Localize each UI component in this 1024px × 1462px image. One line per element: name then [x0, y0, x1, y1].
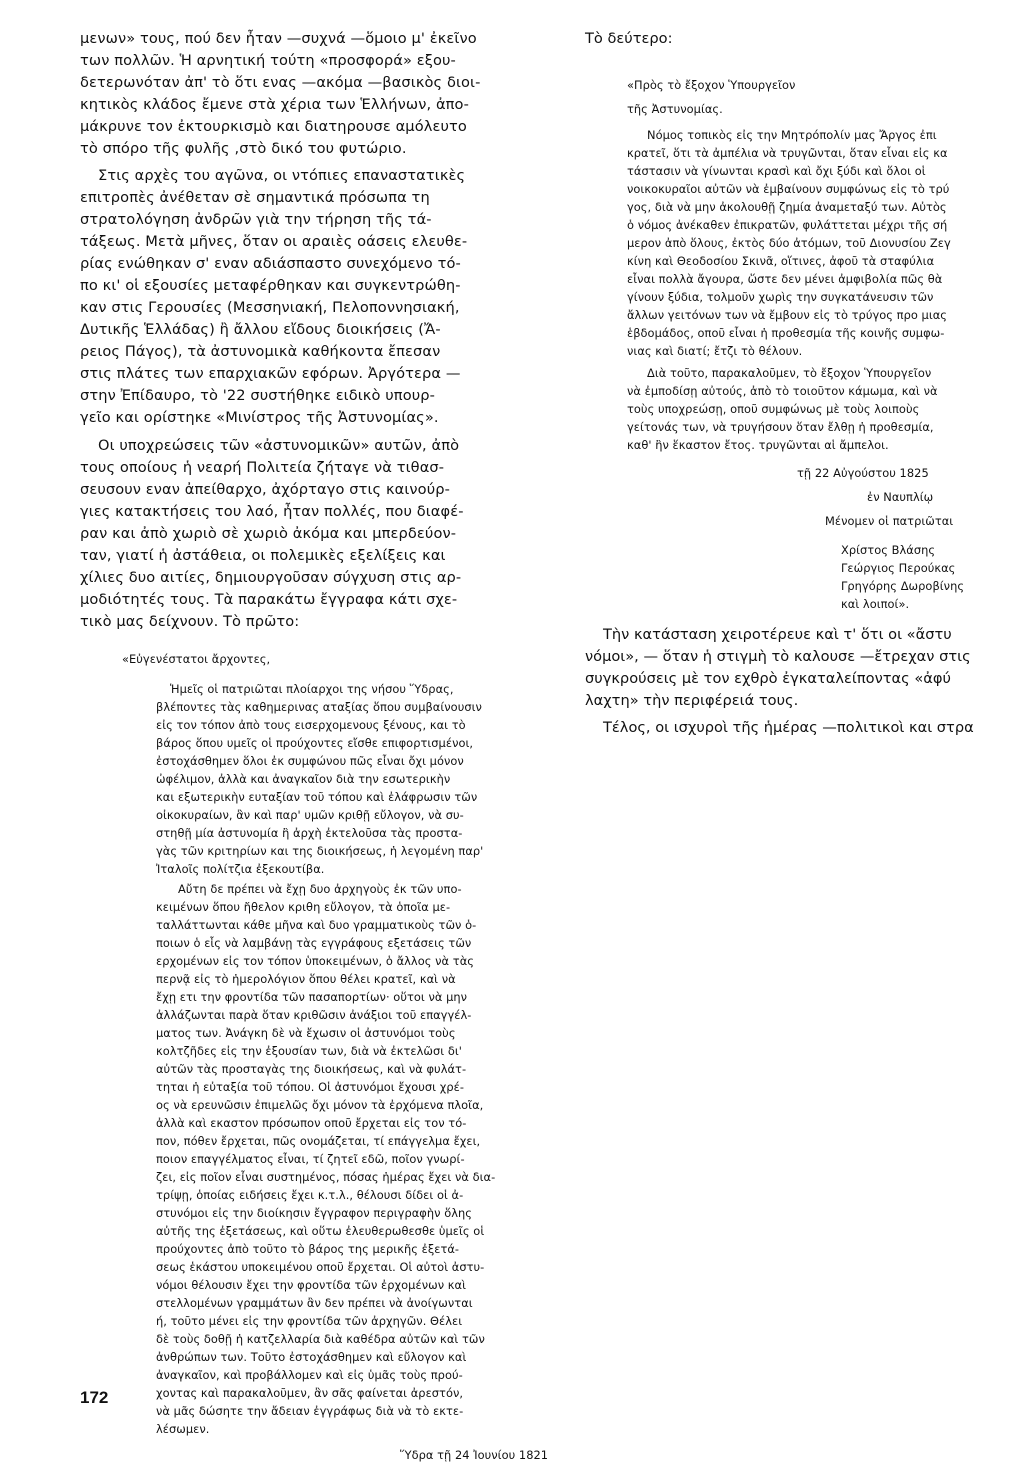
- text-line: Τὴν κατάσταση χειροτέρευε καὶ τ' ὅτι οι «ἄστυ: [603, 626, 952, 643]
- text-line: γεῖο και ορίστηκε «Μινίστρος τῆς Ἀστυνομίας».: [80, 409, 439, 426]
- text-line: Γεώργιος Περούκας: [841, 561, 956, 575]
- text-line: καν στις Γερουσίες (Μεσσηνιακή, Πελοποννησιακή,: [80, 299, 460, 316]
- text-line: ματος των. Ἀνάγκη δὲ νὰ ἔχωσιν οἱ ἀστυνόμοι τοὺς: [156, 1026, 456, 1040]
- text-line: βλέποντες τὰς καθημερινας αταξίας ὅπου συμβαίνουσιν: [156, 700, 482, 714]
- text-line: μοδιότητές τους. Τὰ παρακάτω ἔγγραφα κάτι σχε-: [80, 591, 458, 608]
- text-line: Μένομεν οἱ πατριῶται: [825, 514, 954, 528]
- text-line: τηται ἡ εὐταξία τοῦ τόπου. Οἱ ἀστυνόμοι ἔχουσι χρέ-: [156, 1080, 464, 1094]
- text-line: γιες κατακτήσεις του λαό, ἦταν πολλές, που διαφέ-: [80, 503, 464, 520]
- text-line: τοὺς υποχρεώσῃ, οποῦ συμφώνως μὲ τοὺς λοιποὺς: [627, 402, 920, 416]
- text-line: ἀλλάζωνται παρὰ ὅταν κριθῶσιν ἀνάξιοι τοῦ επαγγέλ-: [156, 1008, 472, 1022]
- text-line: πο κι' οἱ εξουσίες μεταφέρθηκαν και συγκεντρώθη-: [80, 277, 461, 294]
- text-line: ἑβδομάδος, οποῦ εἶναι ἡ προθεσμία τῆς κοινῆς συμφω-: [627, 326, 945, 340]
- text-line: ή, τοῦτο μένει εἰς την φροντίδα τῶν ἀρχηγῶν. Θέλει: [156, 1314, 463, 1328]
- text-line: τὸ σπόρο τῆς φυλῆς ,στὸ δικό του φυτώριο.: [80, 140, 407, 157]
- text-line: Ὕδρα τῇ 24 Ἰουνίου 1821: [400, 1448, 549, 1462]
- text-line: τάξεως. Μετὰ μῆνες, ὅταν οι αραιὲς οάσεις ελευθε-: [80, 233, 468, 250]
- text-line: γος, διὰ νὰ μην ἀκολουθῇ ζημία ἀναμεταξύ των. Αὐτὸς: [627, 200, 947, 214]
- page-number: 172: [80, 1388, 109, 1407]
- text-line: Διὰ τοῦτο, παρακαλοῦμεν, τὸ ἔξοχον Ὑπουργεῖον: [647, 366, 932, 380]
- text-line: μάκρυνε τον ἐκτουρκισμὸ και διατηρουσε αμόλευτο: [80, 118, 467, 135]
- text-line: «Πρὸς τὸ ἔξοχον Ὑπουργεῖον: [627, 78, 796, 92]
- text-line: των πολλῶν. Ἡ αρνητική τούτη «προσφορά» εξου-: [80, 52, 456, 69]
- text-line: ὁ νόμος ἀνέκαθεν ἐπικρατῶν, φυλάττεται μέχρι τῆς σή: [627, 218, 948, 232]
- text-line: και εξωτερικὴν ευταξίαν τοῦ τόπου καὶ ἐλάφρωσιν τῶν: [156, 790, 478, 804]
- text-line: σευσουν εναν ἀπείθαρχο, ἀχόρταγο στις καινούρ-: [80, 481, 450, 498]
- text-line: νοικοκυραῖοι αὐτῶν νὰ ἐμβαίνουν συμφώνως εἰς τὸ τρύ: [627, 182, 950, 196]
- text-line: ἐν Ναυπλίῳ: [867, 490, 934, 504]
- text-line: ἀνθρώπων των. Τοῦτο ἐστοχάσθημεν καὶ εὔλογον καὶ: [156, 1350, 467, 1364]
- text-line: ραν και ἀπὸ χωριὸ σὲ χωριὸ ἀκόμα και μπερδεύον-: [80, 525, 457, 542]
- text-line: περνᾷ εἰς τὸ ἡμερολόγιον ὅπου θέλει κρατεῖ, καὶ νὰ: [156, 972, 456, 986]
- text-line: νὰ μᾶς δώσητε την ἄδειαν ἐγγράφως διὰ νὰ τὸ εκτε-: [156, 1404, 464, 1418]
- text-line: στρατολόγηση ἀνδρῶν γιὰ την τήρηση τῆς τά-: [80, 211, 432, 228]
- text-line: νὰ ἐμποδίσῃ αὐτούς, ἀπὸ τὸ τοιοῦτον κάμωμα, καὶ νὰ: [627, 384, 938, 398]
- text-line: Τὸ δεύτερο:: [585, 30, 673, 47]
- text-line: σεως ἑκάστου υποκειμένου οποῦ ἔρχεται. Οἱ αὐτοὶ ἀστυ-: [156, 1260, 485, 1274]
- text-line: προύχοντες ἀπὸ τοῦτο τὸ βάρος της μερικῆς ἐξετά-: [156, 1242, 460, 1256]
- text-line: κητικὸς κλάδος ἔμενε στὰ χέρια των Ἑλλήνων, ἀπο-: [80, 96, 469, 113]
- text-line: κειμένων ὅπου ἤθελον κριθη εὔλογον, τὰ ὁποῖα με-: [156, 900, 451, 914]
- text-line: καθ' ἣν ἕκαστον ἔτος. τρυγῶνται αἱ ἄμπελοι.: [627, 438, 889, 452]
- text-line: Ἰταλοῖς πολίτζια ἐξεκουτίβα.: [156, 862, 325, 876]
- text-line: Χρίστος Βλάσης: [841, 543, 936, 557]
- text-line: μερον ἀπὸ ὅλους, ἐκτὸς δύο ἀτόμων, τοῦ Διονυσίου Ζεγ: [627, 236, 951, 250]
- text-line: κολτζῆδες εἰς την ἐξουσίαν των, διὰ νὰ ἐκτελῶσι δι': [156, 1044, 462, 1058]
- text-line: λέσωμεν.: [156, 1422, 210, 1436]
- text-line: ὠφέλιμον, ἀλλὰ και ἀναγκαῖον διὰ την εσωτερικὴν: [156, 772, 451, 786]
- text-line: ἀναγκαῖον, καὶ προβάλλομεν καὶ εἰς ὑμᾶς τοὺς πρού-: [156, 1368, 463, 1382]
- text-line: «Εὐγενέστατοι ἄρχοντες,: [122, 652, 271, 666]
- text-line: Γρηγόρης Δωροβίνης: [841, 579, 965, 593]
- text-line: δετερωνόταν ἀπ' τὸ ὅτι ενας —ακόμα —βασικὸς διοι-: [80, 74, 481, 91]
- text-line: ἔχῃ ετι την φροντίδα τῶν πασαπορτίων· οὕτοι νὰ μην: [156, 990, 468, 1004]
- text-line: Τέλος, οι ισχυροὶ τῆς ἡμέρας —πολιτικοὶ και στρα: [603, 719, 974, 736]
- text-line: κίνη καὶ Θεοδοσίου Σκινᾶ, οἵτινες, ἀφοῦ τὰ σταφύλια: [627, 254, 935, 268]
- text-line: ἐστοχάσθημεν ὅλοι ἐκ συμφώνου πῶς εἶναι ὄχι μόνον: [156, 754, 464, 768]
- text-line: στυνόμοι εἰς την διοίκησιν ἔγγραφον περιγραφὴν ὅλης: [156, 1206, 473, 1220]
- text-line: τους οποίους ἡ νεαρή Πολιτεία ζήταγε νὰ τιθασ-: [80, 459, 445, 476]
- text-line: βάρος ὅπου υμεῖς οἱ προύχοντες εἴσθε επιφορτισμένοι,: [156, 736, 474, 750]
- text-line: επιτροπὲς ἀνέθεταν σὲ σημαντικά πρόσωπα τη: [80, 189, 430, 206]
- text-line: αὐτῆς της ἐξετάσεως, καὶ οὕτω ἐλευθερωθεσθε ὑμεῖς οἱ: [156, 1224, 485, 1238]
- text-line: ρίας ενώθηκαν σ' εναν αδιάσπαστο συνεχόμενο τό-: [80, 255, 461, 272]
- text-line: χοντας καὶ παρακαλοῦμεν, ἂν σᾶς φαίνεται ἀρεστόν,: [156, 1386, 464, 1400]
- text-line: εἶναι πολλὰ ἄγουρα, ὥστε δεν μένει ἀμφιβολία πῶς θὰ: [627, 272, 943, 286]
- text-line: ἄλλων γειτόνων των νὰ ἔμβουν εἰς τὸ τρύγος προ μιας: [627, 308, 948, 322]
- text-line: χίλιες δυο αιτίες, δημιουργοῦσαν σύγχυση στις αρ-: [80, 569, 462, 586]
- text-line: καὶ λοιποί».: [841, 597, 910, 611]
- text-line: νόμοι θέλουσιν ἔχει την φροντίδα τῶν ἐρχομένων καὶ: [156, 1278, 467, 1292]
- text-line: νιας καὶ διατί; ἔτζι τὸ θέλουν.: [627, 344, 803, 358]
- text-line: εἰς τον τόπον ἀπὸ τους εισερχομενους ξένους, και τὸ: [156, 718, 466, 732]
- text-line: Νόμος τοπικὸς εἰς την Μητρόπολίν μας Ἄργος ἐπι: [647, 128, 937, 142]
- text-line: ποιον επαγγέλματος εἶναι, τί ζητεῖ εδῶ, ποῖον γνωρί-: [156, 1152, 465, 1166]
- text-line: γὰς τῶν κριτηρίων και της διοικήσεως, ἡ λεγομένη παρ': [156, 844, 484, 858]
- text-line: τῆς Ἀστυνομίας.: [627, 102, 723, 116]
- text-line: ποιων ὁ εἷς νὰ λαμβάνῃ τὰς εγγράφους εξετάσεις τῶν: [156, 936, 472, 950]
- text-line: ζει, εἰς ποῖον εἶναι συστημένος, πόσας ἡμέρας ἔχει νὰ δια-: [156, 1170, 496, 1184]
- text-line: ταν, γιατί ἡ ἀστάθεια, οι πολεμικὲς εξελίξεις και: [80, 547, 446, 564]
- text-line: στελλομένων γραμμάτων ἂν δεν πρέπει νὰ ἀνοίγωνται: [156, 1296, 473, 1310]
- text-line: Ἡμεῖς οἱ πατριῶται πλοίαρχοι της νήσου Ὕδρας,: [170, 682, 454, 696]
- text-line: ερχομένων εἰς τον τόπον ὑποκειμένων, ὁ ἄλλος νὰ τὰς: [156, 954, 474, 968]
- text-line: Οι υποχρεώσεις τῶν «ἀστυνομικῶν» αυτῶν, ἀπὸ: [98, 437, 460, 454]
- text-line: Δυτικῆς Ἑλλάδας) ἢ ἄλλου εἴδους διοικήσεις (Ἄ-: [80, 321, 441, 338]
- text-line: πον, πόθεν ἔρχεται, πῶς ονομάζεται, τί επάγγελμα ἔχει,: [156, 1134, 481, 1148]
- text-line: μενων» τους, πού δεν ἦταν —συχνά —ὅμοιο μ' ἐκεῖνο: [80, 30, 477, 47]
- text-line: τάστασιν νὰ γίνωνται κρασὶ καὶ ὄχι ξύδι καὶ ὅλοι οἱ: [627, 164, 926, 178]
- text-line: Στις αρχὲς του αγῶνα, οι ντόπιες επαναστατικὲς: [98, 167, 466, 184]
- text-line: κρατεῖ, ὅτι τὰ ἀμπέλια νὰ τρυγῶνται, ὅταν εἶναι εἰς κα: [627, 146, 948, 160]
- text-line: Αὔτη δε πρέπει νὰ ἔχῃ δυο ἀρχηγοὺς ἐκ τῶν υπο-: [178, 882, 462, 896]
- text-line: ρειος Πάγος), τὰ ἀστυνομικὰ καθήκοντα ἔπεσαν: [80, 343, 441, 360]
- text-line: γείτονάς των, νὰ τρυγήσουν ὅταν ἔλθῃ ἡ προθεσμία,: [627, 420, 934, 434]
- text-line: αὐτῶν τὰς προσταγὰς της διοικήσεως, καὶ νὰ φυλάτ-: [156, 1062, 467, 1076]
- text-line: τρίψῃ, ὁποίας ειδήσεις ἔχει κ.τ.λ., θέλουσι δίδει οἱ ἀ-: [156, 1188, 464, 1202]
- text-line: οἰκοκυραίων, ἂν καὶ παρ' υμῶν κριθῇ εὔλογον, νὰ συ-: [156, 808, 464, 822]
- text-line: τῇ 22 Αὐγούστου 1825: [797, 466, 929, 480]
- text-line: στις πλάτες των επαρχιακῶν εφόρων. Ἀργότερα —: [80, 365, 461, 382]
- text-line: ος νὰ ερευνῶσιν ἐπιμελῶς ὄχι μόνον τὰ ἐρχόμενα πλοῖα,: [156, 1098, 484, 1112]
- text-line: λαχτη» τὴν περιφέρειά τους.: [585, 692, 799, 709]
- text-line: ταλλάττωνται κάθε μῆνα καὶ δυο γραμματικοὺς τῶν ὁ-: [156, 918, 477, 932]
- text-line: ἀλλὰ καὶ εκαστον πρόσωπον οποῦ ἔρχεται εἰς τον τό-: [156, 1116, 467, 1130]
- text-line: στην Ἐπίδαυρο, τὸ '22 συστήθηκε ειδικὸ υπουρ-: [80, 387, 435, 404]
- text-line: δὲ τοὺς δοθῇ ἡ κατζελλαρία διὰ καθέδρα αὐτῶν καὶ τῶν: [156, 1332, 485, 1346]
- text-line: στηθῇ μία ἀστυνομία ἢ ἀρχὴ ἐκτελοῦσα τὰς προστα-: [156, 826, 463, 840]
- text-line: τικὸ μας δείχνουν. Τὸ πρῶτο:: [80, 613, 300, 630]
- text-line: νόμοι», — ὅταν ἡ στιγμὴ τὸ καλουσε —ἔτρεχαν στις: [585, 648, 971, 665]
- text-line: συγκρούσεις μὲ τον εχθρὸ ἐγκαταλείποντας «ἀφύ: [585, 670, 951, 687]
- text-line: γίνουν ξύδια, τολμοῦν χωρὶς την συγκατάνευσιν τῶν: [627, 290, 934, 304]
